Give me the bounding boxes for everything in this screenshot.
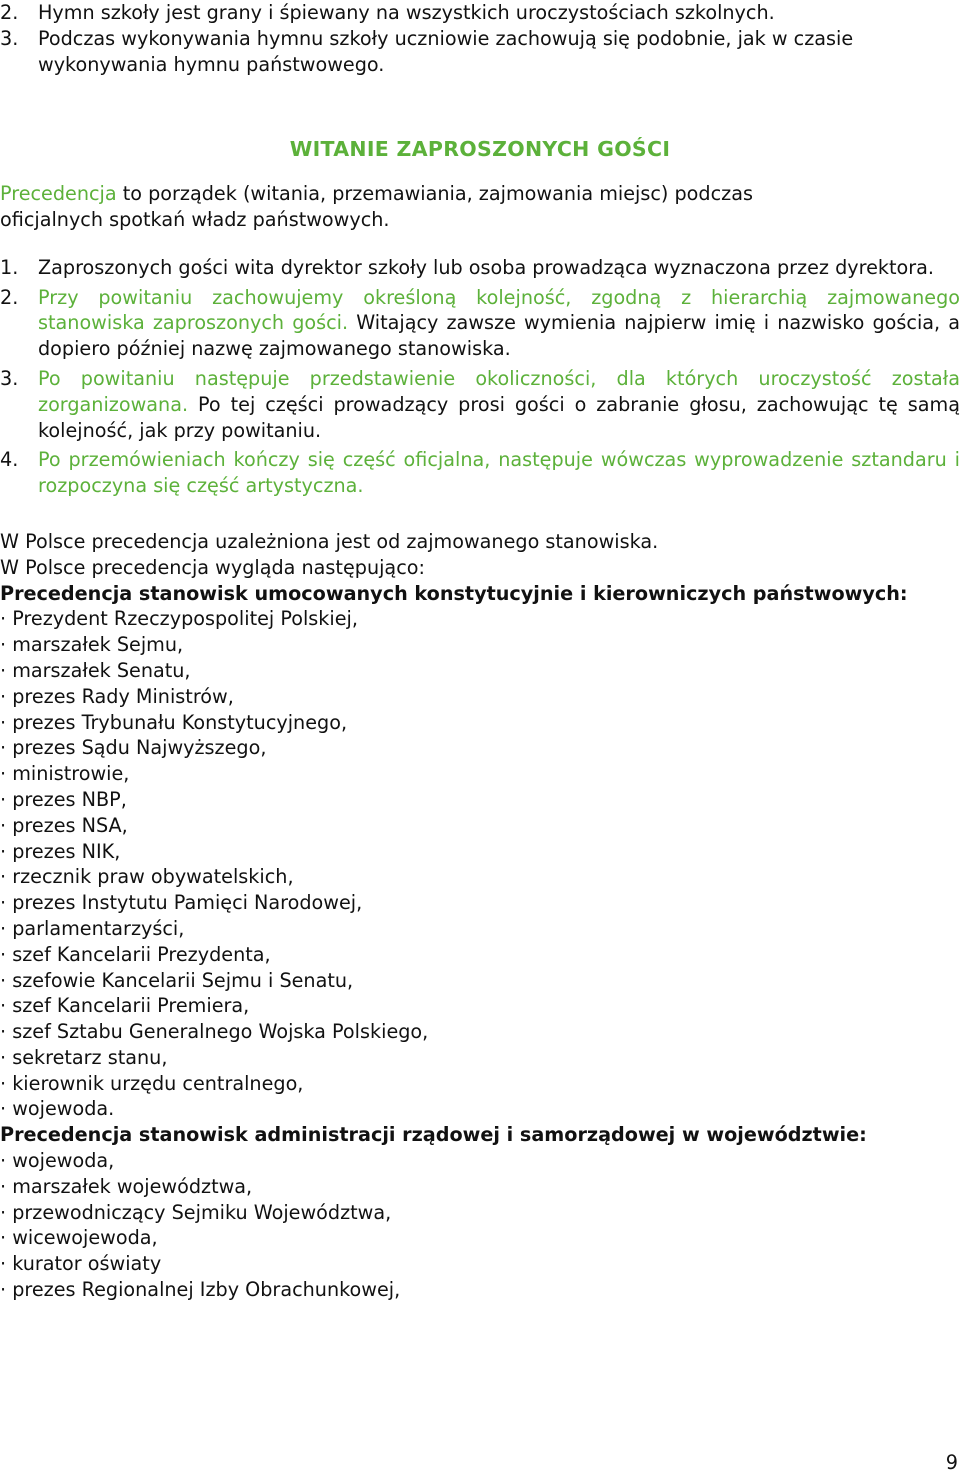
group2-heading: Precedencja stanowisk administracji rządowej i samorządowej w województwie: — [0, 1123, 867, 1147]
bullet-item: · parlamentarzyści, — [0, 916, 185, 940]
bullet-item: · prezes NBP, — [0, 787, 127, 811]
bullet-item: · sekretarz stanu, — [0, 1045, 168, 1069]
bullet-item: · szef Sztabu Generalnego Wojska Polskiego, — [0, 1020, 429, 1044]
list-item-text — [38, 447, 960, 499]
group1-list — [0, 606, 960, 1122]
paragraph-precedence-intro: W Polsce precedencja wygląda następująco: — [0, 555, 425, 579]
list-number: 3. — [0, 366, 19, 390]
list-number: 2. — [0, 285, 19, 309]
numbered-list-item — [0, 285, 960, 362]
bullet-item: · prezes NSA, — [0, 813, 128, 837]
top-list-item — [0, 26, 960, 78]
numbered-list-item — [0, 366, 960, 443]
bullet-item: · wojewoda. — [0, 1097, 115, 1121]
list-item-segment: Witający zawsze wymienia najpierw imię i nazwisko gościa, a dopiero później nazwę zajmowanego stanowiska. — [38, 311, 960, 361]
section-heading: WITANIE ZAPROSZONYCH GOŚCI — [289, 137, 671, 162]
bullet-item: · rzecznik praw obywatelskich, — [0, 865, 294, 889]
list-item-text — [38, 285, 960, 362]
group1-heading: Precedencja stanowisk umocowanych konstytucyjnie i kierowniczych państwowych: — [0, 581, 908, 605]
list-number: 3. — [0, 26, 19, 50]
list-item-line: Hymn szkoły jest grany i śpiewany na wszystkich uroczystościach szkolnych. — [38, 1, 775, 24]
bullet-item: · szef Kancelarii Prezydenta, — [0, 942, 271, 966]
definition-term: Precedencja — [0, 182, 117, 206]
bullet-item: · Prezydent Rzeczypospolitej Polskiej, — [0, 607, 358, 631]
list-item-segment: Po tej części prowadzący prosi gości o zabranie głosu, zachowując tę samą kolejność, jak przy powitaniu. — [38, 392, 960, 442]
bullet-item: · prezes Instytutu Pamięci Narodowej, — [0, 891, 363, 915]
bullet-item: · marszałek Senatu, — [0, 658, 191, 682]
bullet-item: · wicewojewoda, — [0, 1226, 158, 1250]
list-number: 4. — [0, 448, 19, 472]
bullet-item: · marszałek Sejmu, — [0, 633, 184, 657]
bullet-item: · prezes Sądu Najwyższego, — [0, 736, 267, 760]
definition-line1-rest: to porządek (witania, przemawiania, zajmowania miejsc) podczas — [116, 182, 753, 206]
numbered-list — [0, 255, 960, 499]
bullet-item: · wojewoda, — [0, 1149, 115, 1173]
list-item-text — [38, 255, 960, 281]
list-item-text — [38, 366, 960, 443]
bullet-item: · prezes NIK, — [0, 839, 121, 863]
list-item-line: wykonywania hymnu państwowego. — [38, 52, 385, 76]
list-item-segment: Po przemówieniach kończy się część oficjalna, następuje wówczas wyprowadzenie sztandaru i rozpoczyna się część artystyczna. — [38, 448, 960, 498]
list-item-segment: Przy powitaniu zachowujemy określoną kolejność, zgodną z hierarchią zajmowanego stanowiska zaproszonych gości. — [38, 285, 960, 335]
list-item-line: Podczas wykonywania hymnu szkoły uczniowie zachowują się podobnie, jak w czasie — [38, 26, 854, 50]
bullet-item: · kierownik urzędu centralnego, — [0, 1071, 304, 1095]
list-number: 1. — [0, 255, 19, 279]
numbered-list-item — [0, 447, 960, 499]
list-item-segment: Po powitaniu następuje przedstawienie okoliczności, dla których uroczystość została zorganizowana. — [38, 366, 960, 416]
bullet-item: · kurator oświaty — [0, 1252, 162, 1276]
list-item-segment: Zaproszonych gości wita dyrektor szkoły lub osoba prowadząca wyznaczona przez dyrektora. — [38, 255, 935, 279]
paragraph-precedence-dependency: W Polsce precedencja uzależniona jest od zajmowanego stanowiska. — [0, 529, 659, 553]
bullet-item: · prezes Trybunału Konstytucyjnego, — [0, 710, 348, 734]
bullet-item: · ministrowie, — [0, 762, 130, 786]
page-number: 9 — [945, 1451, 958, 1474]
bullet-item: · przewodniczący Sejmiku Województwa, — [0, 1200, 392, 1224]
list-number: 2. — [0, 1, 19, 24]
definition-line2: oficjalnych spotkań władz państwowych. — [0, 207, 390, 231]
bullet-item: · prezes Regionalnej Izby Obrachunkowej, — [0, 1278, 401, 1302]
bullet-item: · szef Kancelarii Premiera, — [0, 994, 250, 1018]
definition-paragraph — [0, 181, 960, 207]
group2-list — [0, 1148, 960, 1303]
bullet-item: · szefowie Kancelarii Sejmu i Senatu, — [0, 968, 354, 992]
numbered-list-item — [0, 255, 960, 281]
bullet-item: · marszałek województwa, — [0, 1174, 253, 1198]
top-list — [0, 0, 960, 77]
top-list-item — [0, 0, 960, 26]
bullet-item: · prezes Rady Ministrów, — [0, 684, 234, 708]
